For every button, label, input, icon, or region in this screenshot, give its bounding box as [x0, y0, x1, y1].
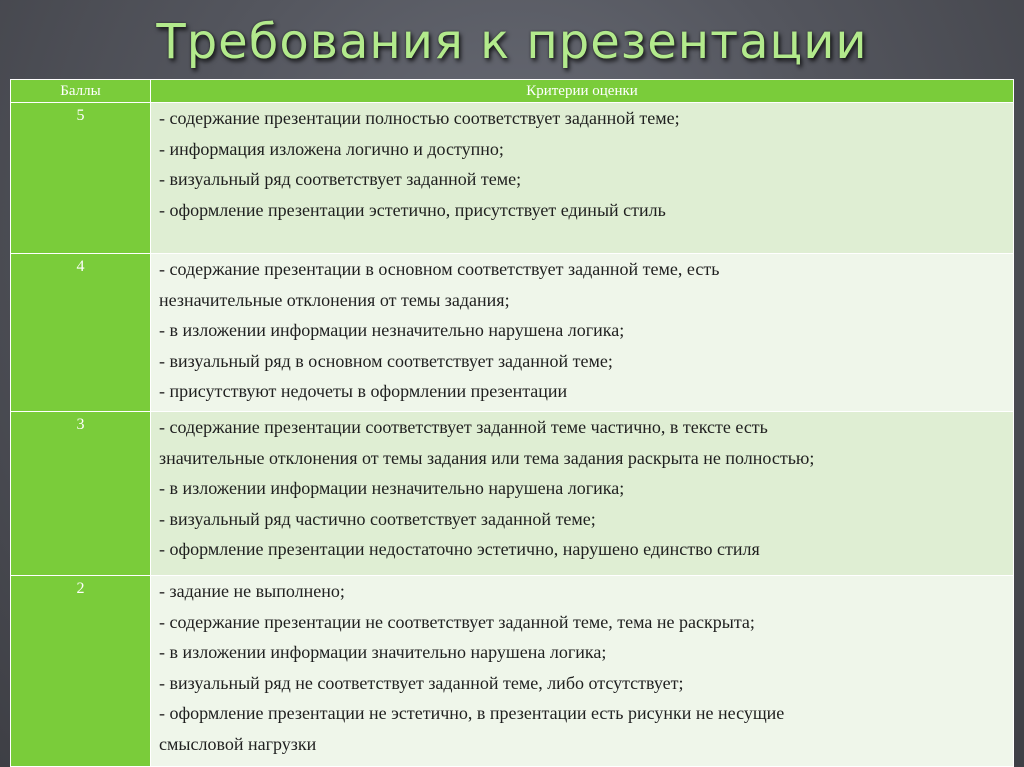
criteria-line: - задание не выполнено; [159, 581, 345, 601]
criteria-cell [151, 254, 1014, 412]
criteria-line: - в изложении информации значительно нарушена логика; [159, 642, 607, 662]
criteria-line: - в изложении информации незначительно нарушена логика; [159, 320, 625, 340]
criteria-cell [151, 412, 1014, 576]
criteria-line: - визуальный ряд не соответствует заданной теме, либо отсутствует; [159, 672, 684, 693]
criteria-line: - содержание презентации не соответствует заданной теме, тема не раскрыта; [159, 611, 755, 632]
criteria-line: - визуальный ряд частично соответствует заданной теме; [159, 508, 596, 529]
criteria-line: - информация изложена логично и доступно; [159, 138, 504, 159]
criteria-line: - в изложении информации незначительно нарушена логика; [159, 478, 625, 498]
table-row-score-4 [11, 254, 1014, 412]
criteria-line: - содержание презентации полностью соответствует заданной теме; [159, 108, 680, 128]
criteria-cell [151, 576, 1014, 767]
criteria-line: - содержание презентации в основном соответствует заданной теме, есть [159, 259, 720, 279]
score-cell: 5 [11, 103, 151, 254]
criteria-line: незначительные отклонения от темы задания; [159, 289, 510, 310]
score-cell: 4 [11, 254, 151, 412]
criteria-line: - содержание презентации соответствует заданной теме частично, в тексте есть [159, 417, 768, 437]
table-row-score-3 [11, 412, 1014, 576]
criteria-line: значительные отклонения от темы задания или тема задания раскрыта не полностью; [159, 447, 815, 468]
table-row-score-2 [11, 576, 1014, 767]
criteria-line: - оформление презентации недостаточно эстетично, нарушено единство стиля [159, 539, 760, 559]
criteria-line: - визуальный ряд соответствует заданной теме; [159, 169, 522, 189]
score-cell: 3 [11, 412, 151, 576]
table-header-row [11, 80, 1014, 103]
criteria-line: - оформление презентации эстетично, присутствует единый стиль [159, 199, 666, 220]
criteria-line: - оформление презентации не эстетично, в презентации есть рисунки не несущие [159, 703, 785, 723]
header-score: Баллы [11, 80, 151, 103]
criteria-cell [151, 103, 1014, 254]
slide-title: Требования к презентации [156, 14, 868, 70]
criteria-line: - визуальный ряд в основном соответствует заданной теме; [159, 350, 613, 371]
header-criteria: Критерии оценки [151, 80, 1014, 103]
score-cell: 2 [11, 576, 151, 767]
criteria-line: смысловой нагрузки [159, 733, 317, 754]
criteria-line: - присутствуют недочеты в оформлении презентации [159, 381, 568, 401]
criteria-table [10, 79, 1014, 767]
table-row-score-5 [11, 103, 1014, 254]
